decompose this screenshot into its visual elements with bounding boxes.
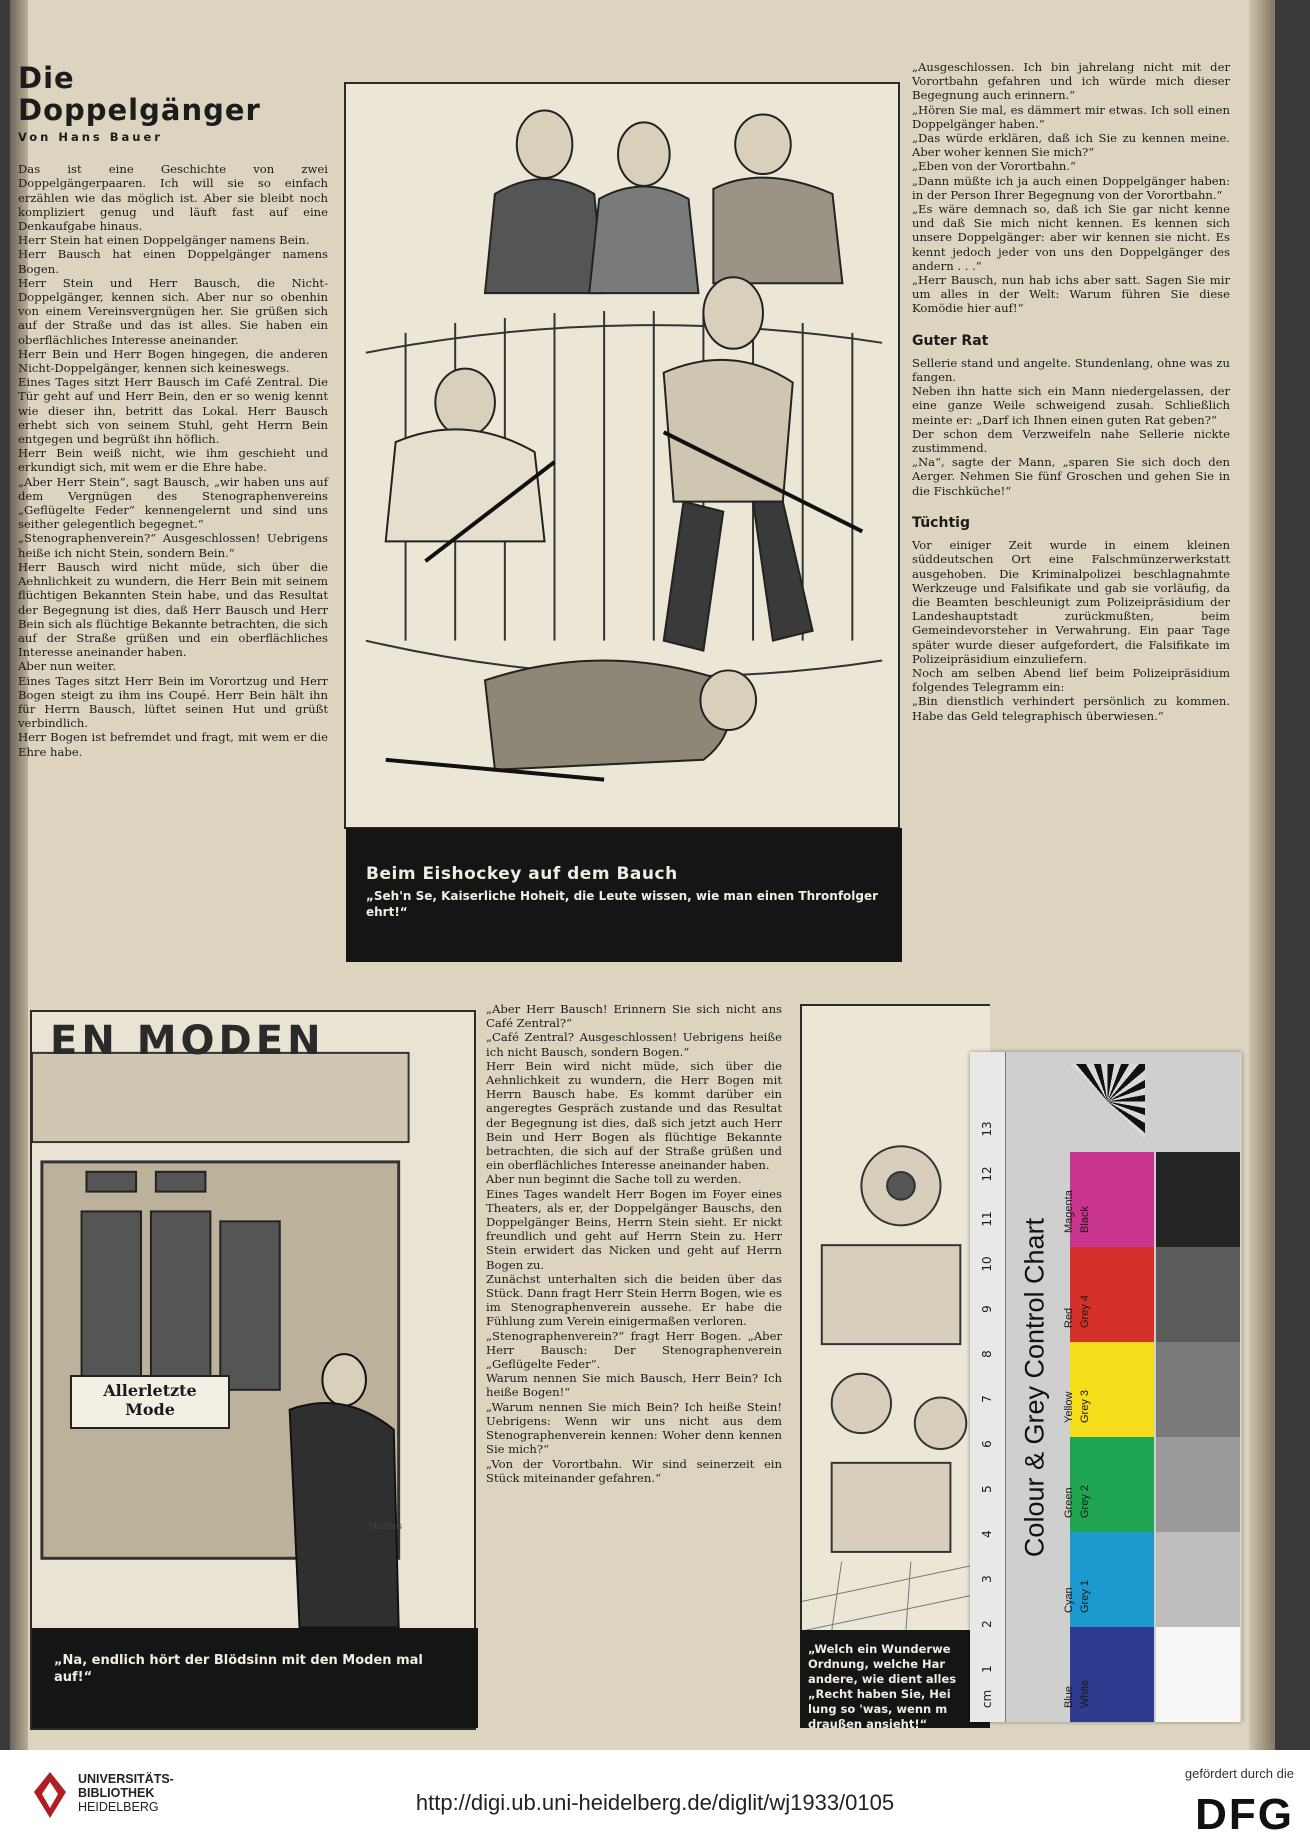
colour-swatch-label: Magenta	[1063, 1190, 1075, 1233]
grey-swatch	[1156, 1152, 1240, 1247]
colour-swatch-label: Yellow	[1063, 1391, 1075, 1423]
machine-caption-line: lung so 'was, wenn m	[808, 1702, 948, 1716]
shop-sign: EN MODEN	[50, 1018, 325, 1064]
machine-caption-line: „Recht haben Sie, Hei	[808, 1687, 951, 1701]
library-line-3: HEIDELBERG	[78, 1800, 159, 1814]
paragraph: Herr Bausch hat einen Doppelgänger namens Bogen.	[18, 247, 328, 276]
paragraph: Vor einiger Zeit wurde in einem kleinen süddeutschen Ort eine Falschmünzerwerkstatt ausgehoben. Die Kriminalpolizei beschlagnahmte Werkzeuge und Falsifikate und gab sie vorläufig, da die Beamten beschleunigt zum Polizeipräsidium der Landeshauptstadt zurückmußten, beim Gemeindevorsteher in Verwahrung. Ein paar Tage später wurde dieser aufgefordert, die Falsifikate im Polizeipräsidium einzuliefern.	[912, 538, 1230, 666]
machine-caption-line: draußen ansieht!“	[808, 1717, 928, 1728]
machine-caption-lines	[808, 1642, 982, 1728]
paragraph: „Von der Vorortbahn. Wir sind seinerzeit ein Stück miteinander gefahren.“	[486, 1456, 782, 1485]
paragraph: Eines Tages sitzt Herr Bein im Vorortzug und Herr Bogen steigt zu ihm ins Coupé. Herr Bein hält ihn für Herrn Bausch, lüftet seinen Hut und grüßt verbindlich.	[18, 673, 328, 731]
ruler-tick: 9	[980, 1305, 994, 1313]
sunburst-target	[1070, 1064, 1145, 1139]
hockey-caption-title: Beim Eishockey auf dem Bauch	[366, 864, 678, 884]
paragraph: „Es wäre demnach so, daß ich Sie gar nicht kenne und daß Sie mich nicht kennen. Es kennen sich unsere Doppelgänger: aber wir kennen sie nicht. Es kennt jedoch jeder von uns den Doppelgänger des andern . . .“	[912, 202, 1230, 273]
paragraph: „Eben von der Vorortbahn.“	[912, 159, 1076, 174]
colour-control-chart	[970, 1052, 1242, 1722]
paragraph: Herr Bein weiß nicht, wie ihm geschieht und erkundigt sich, mit wem er die Ehre habe.	[18, 446, 328, 475]
machine-cartoon	[800, 1004, 990, 1704]
story-col2-body	[486, 1002, 782, 1485]
hockey-illustration	[346, 84, 898, 827]
ruler-tick: 7	[980, 1395, 994, 1403]
paragraph: Der schon dem Verzweifeln nahe Sellerie nickte zustimmend.	[912, 426, 1230, 456]
hockey-caption-text: „Seh'n Se, Kaiserliche Hoheit, die Leute wissen, wie man einen Thronfolger ehrt!“	[366, 889, 879, 919]
fashion-caption: „Na, endlich hört der Blödsinn mit den Moden mal auf!“	[32, 1628, 478, 1728]
fashion-cartoon	[30, 1010, 476, 1730]
paragraph: „Na“, sagte der Mann, „sparen Sie sich doch den Aerger. Nehmen Sie fünf Groschen und gehen Sie in die Fischküche!“	[912, 455, 1230, 498]
footer	[0, 1750, 1310, 1848]
paragraph: Herr Stein und Herr Bausch, die Nicht-Doppelgänger, kennen sich. Aber nur so obenhin von einem Vereinsvergnügen her. Sie grüßen sich auf der Straße und das ist alles. Sie haben ein oberflächliches Interesse aneinander.	[18, 275, 328, 347]
paragraph: „Warum nennen Sie mich Bein? Ich heiße Stein! Uebrigens: Wenn wir uns nicht aus dem Stenographenverein kennen: Woher denn kennen Sie mich?“	[486, 1399, 782, 1457]
paragraph: Herr Bein wird nicht müde, sich über die Aehnlichkeit zu wundern, die Herr Bogen mit Herrn Bausch habe. Es kommt darüber ein angeregtes Gespräch zustande und das Resultat der Begegnung ist dies, daß sich jetzt auch Herr Bein und Herr Bogen als flüchtige Bekannte betrachten, die sich auf der Straße grüßen und ein oberflächliches Interesse aneinander haben.	[486, 1058, 782, 1173]
grey-swatch	[1156, 1247, 1240, 1342]
source-url[interactable]: http://digi.ub.uni-heidelberg.de/diglit/wj1933/0105	[415, 1790, 895, 1815]
paragraph: Zunächst unterhalten sich die beiden über das Stück. Dann fragt Herr Stein Herrn Bogen, wie es im Stenographenverein aussehe. Er habe die Fühlung zum Verein einigermaßen verloren.	[486, 1271, 782, 1329]
machine-illustration	[802, 1006, 990, 1702]
guter-rat-heading: Guter Rat	[912, 332, 989, 349]
grey-swatch-label: Grey 4	[1079, 1294, 1091, 1328]
grey-swatch-label: Grey 1	[1079, 1579, 1091, 1613]
ruler-tick: 3	[980, 1575, 994, 1583]
hockey-caption	[346, 828, 902, 962]
grey-swatch-label: White	[1079, 1679, 1091, 1708]
paragraph: „Bin dienstlich verhindert persönlich zu kommen. Habe das Geld telegraphisch überwiesen.“	[912, 694, 1230, 723]
paragraph: Aber nun weiter.	[18, 659, 116, 674]
ruler-tick: 4	[980, 1530, 994, 1538]
paragraph: Herr Bogen ist befremdet und fragt, mit wem er die Ehre habe.	[18, 730, 328, 759]
paragraph: „Stenographenverein?“ fragt Herr Bogen. „Aber Herr Bausch: Der Stenographenverein „Geflügelte Feder“.	[486, 1328, 782, 1372]
paragraph: „Herr Bausch, nun hab ichs aber satt. Sagen Sie mir um alles in der Welt: Warum führen Sie diese Komödie hier auf!“	[912, 273, 1230, 316]
paragraph: Neben ihn hatte sich ein Mann niedergelassen, der eine ganze Weile schweigend zusah. Schließlich meinte er: „Darf ich Ihnen einen guten Rat geben?“	[912, 384, 1230, 427]
machine-caption-line: Ordnung, welche Har	[808, 1657, 946, 1671]
story-column-1	[18, 62, 328, 759]
story-byline: Von Hans Bauer	[18, 130, 163, 144]
ruler-unit: cm	[980, 1689, 994, 1709]
ruler-tick: 13	[980, 1121, 994, 1137]
paragraph: Herr Bein und Herr Bogen hingegen, die anderen Nicht-Doppelgänger, kennen sich keineswegs.	[18, 346, 328, 376]
paragraph: Das ist eine Geschichte von zwei Doppelgängerpaaren. Ich will sie so einfach erzählen wie das möglich ist. Aber sie bleibt noch kompliziert genug und läuft fast auf eine Denkaufgabe hinaus.	[18, 162, 328, 234]
ruler-tick: 8	[980, 1350, 994, 1358]
cm-ruler	[970, 1052, 1006, 1722]
story-col1-body	[18, 162, 328, 759]
library-line-2: BIBLIOTHEK	[78, 1786, 155, 1800]
grey-swatch-label: Black	[1079, 1206, 1091, 1233]
ruler-tick: 6	[980, 1440, 994, 1448]
hockey-cartoon	[344, 82, 900, 829]
fashion-sign: Allerletzte Mode	[70, 1375, 230, 1429]
artist-signature: Mathes	[368, 1522, 402, 1532]
funded-by-text: gefördert durch die	[1184, 1766, 1294, 1781]
tuechtig-heading: Tüchtig	[912, 514, 970, 531]
chart-title-area	[1010, 1052, 1070, 1722]
paragraph: „Stenographenverein?“ Ausgeschlossen! Uebrigens heiße ich nicht Stein, sondern Bein.“	[18, 531, 328, 560]
story-column-3	[912, 60, 1230, 723]
machine-caption-line: „Welch ein Wunderwe	[808, 1642, 951, 1656]
paragraph: Aber nun beginnt die Sache toll zu werden.	[486, 1172, 742, 1187]
paragraph: „Hören Sie mal, es dämmert mir etwas. Ich soll einen Doppelgänger haben.“	[912, 102, 1230, 131]
story-col3-body	[912, 60, 1230, 316]
paragraph: Warum nennen Sie mich Bausch, Herr Bein? Ich heiße Bogen!“	[486, 1371, 782, 1400]
tuechtig-body	[912, 538, 1230, 723]
paragraph: „Aber Herr Stein“, sagt Bausch, „wir haben uns auf dem Vergnügen des Stenographenvereins „Geflügelte Feder“ kennengelernt und sind uns seither gelegentlich begegnet.“	[18, 474, 328, 532]
ruler-tick: 12	[980, 1166, 994, 1182]
page-edge	[1249, 0, 1271, 1750]
machine-caption-line: andere, wie dient alles	[808, 1672, 957, 1686]
colour-swatch-label: Blue	[1063, 1685, 1075, 1708]
ruler-tick: 10	[980, 1256, 994, 1272]
dfg-logo: DFG	[1195, 1790, 1294, 1839]
fashion-illustration	[32, 1012, 474, 1728]
paragraph: Eines Tages wandelt Herr Bogen im Foyer eines Theaters, als er, der Doppelgänger Bauschs, den Doppelgänger Beins, Herrn Stein sieht. Er nickt freundlich und geht auf Herrn Stein zu. Herr Stein erwidert das Nicken und geht auf Herrn Bogen zu.	[486, 1186, 782, 1272]
grey-swatch-label: Grey 2	[1079, 1484, 1091, 1518]
paragraph: Herr Bausch wird nicht müde, sich über die Aehnlichkeit zu wundern, die Herr Bein mit seinem flüchtigen Bekannten Stein habe, und das Resultat der Begegnung ist dies, daß Herr Bausch und Herr Bein sich als flüchtige Bekannte betrachten, die sich auf der Straße grüßen und ein oberflächliches Interesse aneinander haben.	[18, 559, 328, 660]
library-line-1: UNIVERSITÄTS-	[78, 1772, 174, 1786]
paragraph: Herr Stein hat einen Doppelgänger namens Bein.	[18, 233, 310, 248]
guter-rat-body	[912, 356, 1230, 498]
colour-swatch-label: Cyan	[1063, 1587, 1075, 1613]
colour-swatch-label: Green	[1063, 1487, 1075, 1518]
paragraph: Noch am selben Abend lief beim Polizeipräsidium folgendes Telegramm ein:	[912, 665, 1230, 695]
grey-swatch	[1156, 1342, 1240, 1437]
paragraph: „Café Zentral? Ausgeschlossen! Uebrigens heiße ich nicht Bausch, sondern Bogen.“	[486, 1030, 782, 1059]
ruler-tick: 2	[980, 1620, 994, 1628]
grey-swatch	[1156, 1627, 1240, 1722]
ruler-tick: 1	[980, 1665, 994, 1673]
chart-title: Colour & Grey Control Chart	[1019, 1217, 1050, 1558]
colour-swatch-label: Red	[1063, 1307, 1075, 1328]
story-column-2	[486, 1002, 782, 1485]
grey-swatch	[1156, 1437, 1240, 1532]
paragraph: „Dann müßte ich ja auch einen Doppelgänger haben: in der Person Ihrer Begegnung von der Vorortbahn.“	[912, 173, 1230, 202]
story-title: Die Doppelgänger	[18, 61, 261, 127]
grey-swatch	[1156, 1532, 1240, 1627]
grey-swatch-label: Grey 3	[1079, 1389, 1091, 1423]
machine-caption	[800, 1630, 990, 1728]
paragraph: Eines Tages sitzt Herr Bausch im Café Zentral. Die Tür geht auf und Herr Bein, den er so wenig kennt wie dieser ihn, betritt das Lokal. Herr Bausch erhebt sich von seinem Stuhl, geht Herrn Bein entgegen und begrüßt ihn höflich.	[18, 375, 328, 447]
ruler-tick: 5	[980, 1485, 994, 1493]
paragraph: „Aber Herr Bausch! Erinnern Sie sich nicht ans Café Zentral?“	[486, 1002, 782, 1031]
paragraph: Sellerie stand und angelte. Stundenlang, ohne was zu fangen.	[912, 355, 1230, 385]
paragraph: „Das würde erklären, daß ich Sie zu kennen meine. Aber woher kennen Sie mich?“	[912, 131, 1230, 160]
ruler-tick: 11	[980, 1211, 994, 1227]
paragraph: „Ausgeschlossen. Ich bin jahrelang nicht mit der Vorortbahn gefahren und ich würde mich dieser Begegnung auch erinnern.“	[912, 60, 1230, 103]
